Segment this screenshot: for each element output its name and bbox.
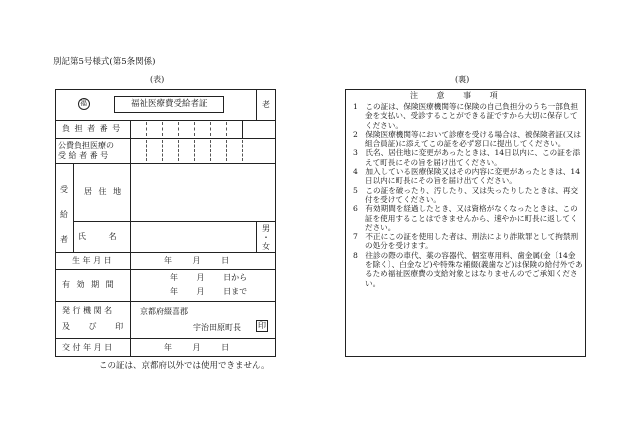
note-7: 7 不正にこの証を使用した者は、刑法により詐欺罪として拘禁刑の処分を受けます。 — [353, 232, 579, 251]
front-footer-note: この証は、京都府以外では使用できません。 — [99, 361, 270, 371]
issuer-label-1: 発 行 機 関 名 — [62, 306, 113, 315]
sex-dot: ・ — [262, 233, 270, 242]
name-label: 氏 名 — [78, 232, 127, 241]
notes-title: 注 意 事 項 — [410, 91, 498, 100]
seal-char: 福 — [80, 99, 87, 107]
note-2: 2 保険医療機関等において診療を受ける場合は、被保険者証(又は組合員証)に添えてこの証を必ず窓口に提出してください。 — [353, 129, 582, 149]
note-8: 8 往診の際の車代、薬の容器代、個室専用料、歯金属(金〔14金を除く〕、白金など)や特殊な補綴(義歯など)は保険の給付外であるため福祉医療費の支給対象とはなりませんのでご承知ください。 — [353, 250, 583, 288]
back-side-label: (裏) — [455, 75, 470, 84]
note-4: 4 加入している医療保険又はその内容に変更があったときは、14日以内に町長にその旨を届け出てください。 — [353, 167, 581, 186]
burden-number-label: 負 担 者 番 号 — [62, 124, 122, 133]
recipient-char-2: 給 — [60, 210, 68, 219]
validity-from: 年 月 日から — [170, 273, 248, 282]
note-5: 5 この証を破ったり、汚したり、又は失ったりしたときは、再交付を受けてください。 — [353, 185, 579, 204]
notes-list — [351, 102, 583, 288]
note-3: 3 氏名、居住地に変更があったときは、14日以内に、この証を添えて町長にその旨を届け出てください。 — [353, 148, 581, 167]
birthdate-label: 生 年 月 日 — [72, 256, 112, 265]
recipient-char-1: 受 — [60, 185, 68, 194]
issuer-seal: 印 — [258, 321, 266, 330]
sex-female: 女 — [262, 242, 270, 251]
issue-date-value: 年 月 日 — [164, 343, 230, 352]
front-side-label: (表) — [150, 75, 165, 84]
issuer-town: 宇治田原町長 — [193, 323, 241, 332]
certificate-title: 福祉医療費受給者証 — [131, 99, 208, 109]
public-expense-label-2: 受 給 者 番 号 — [58, 151, 109, 160]
validity-to: 年 月 日まで — [170, 287, 248, 296]
issuer-pref: 京都府綴喜郡 — [140, 307, 188, 316]
note-1: 1 この証は、保険医療機関等に保険の自己負担分のうち一部負担金を支払い、受診することができる証ですから大切に保存してください。 — [353, 102, 579, 130]
form-title: 別記第5号様式(第5条関係) — [53, 57, 156, 67]
address-label: 居 住 地 — [84, 187, 124, 196]
note-6: 6 有効期間を経過したとき、又は資格がなくなったときは、この証を使用することはできませんから、速やかに町長に返してください。 — [353, 204, 578, 232]
public-expense-label-1: 公費負担医療の — [58, 141, 114, 150]
side-char: 老 — [262, 100, 270, 109]
recipient-char-3: 者 — [60, 235, 68, 244]
validity-label: 有 効 期 間 — [62, 280, 116, 289]
issue-date-label: 交 付 年 月 日 — [62, 343, 113, 352]
issuer-label-2: 及 び 印 — [62, 322, 132, 331]
sex-male: 男 — [262, 224, 270, 233]
birthdate-value: 年 月 日 — [164, 256, 230, 265]
